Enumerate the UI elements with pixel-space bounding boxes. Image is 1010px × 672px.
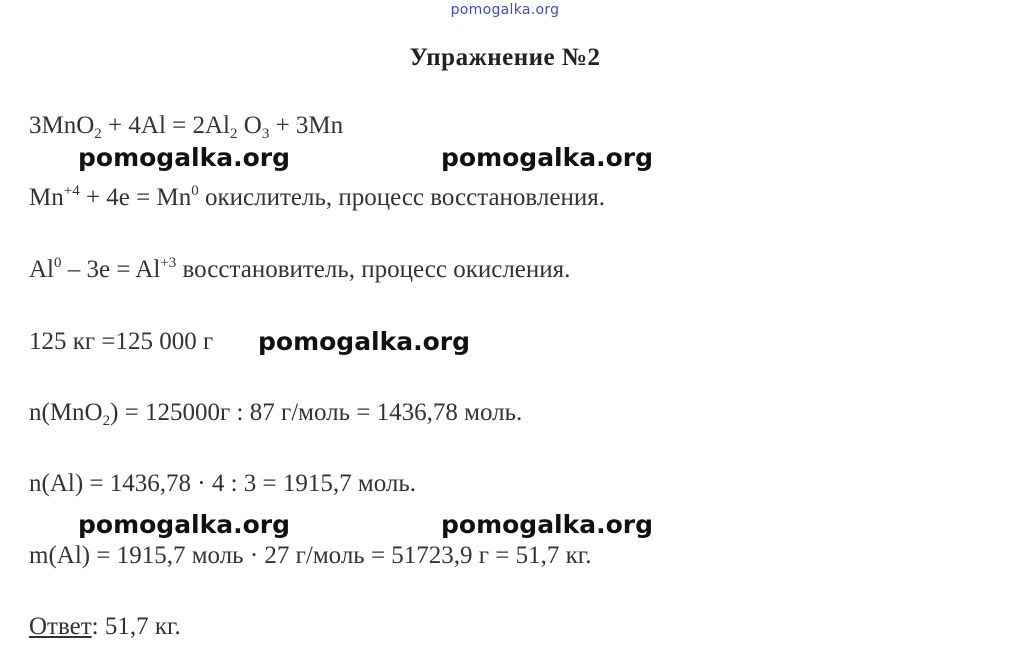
equation-part: 3MnO: [29, 112, 95, 139]
calc-part: ) = 125000г : 87 г/моль = 1436,78 моль.: [110, 399, 523, 426]
half-reaction-part: Al: [29, 256, 54, 283]
site-watermark-top: pomogalka.org: [450, 2, 560, 18]
equation-part: + 4Al = 2Al: [101, 112, 230, 139]
answer-value: : 51,7 кг.: [91, 613, 181, 640]
oxidation-state: 0: [54, 255, 62, 271]
equation-part: O: [237, 112, 262, 139]
aluminum-half-reaction: [29, 256, 570, 284]
manganese-half-reaction: [29, 184, 605, 212]
half-reaction-part: восстановитель, процесс окисления.: [176, 256, 571, 283]
watermark-text: pomogalka.org: [78, 510, 291, 539]
watermark-text: pomogalka.org: [441, 510, 654, 539]
watermark-text: pomogalka.org: [258, 327, 471, 356]
moles-mno2: [29, 399, 522, 427]
half-reaction-part: + 4e = Mn: [79, 184, 192, 211]
half-reaction-part: Mn: [29, 184, 64, 211]
half-reaction-part: окислитель, процесс восстановления.: [198, 184, 605, 211]
equation-subscript: 2: [230, 126, 238, 142]
exercise-title: Упражнение №2: [409, 44, 601, 71]
answer-line: [29, 613, 181, 641]
mass-al: m(Al) = 1915,7 моль · 27 г/моль = 51723,9 г = 51,7 кг.: [29, 542, 592, 569]
equation-subscript: 3: [261, 126, 270, 142]
half-reaction-part: – 3e = Al: [61, 256, 161, 283]
reaction-equation: [29, 112, 343, 140]
equation-part: + 3Mn: [269, 112, 344, 139]
moles-al: n(Al) = 1436,78 · 4 : 3 = 1915,7 моль.: [29, 470, 416, 497]
watermark-text: pomogalka.org: [441, 143, 654, 172]
equation-subscript: 2: [94, 126, 102, 142]
answer-label: Ответ: [29, 613, 92, 640]
oxidation-state: 0: [191, 183, 199, 199]
mass-conversion: 125 кг =125 000 г: [29, 328, 214, 355]
oxidation-state: +4: [63, 183, 80, 199]
calc-part: n(MnO: [29, 399, 103, 426]
formula-subscript: 2: [102, 413, 111, 429]
oxidation-state: +3: [160, 255, 177, 271]
watermark-text: pomogalka.org: [78, 143, 291, 172]
